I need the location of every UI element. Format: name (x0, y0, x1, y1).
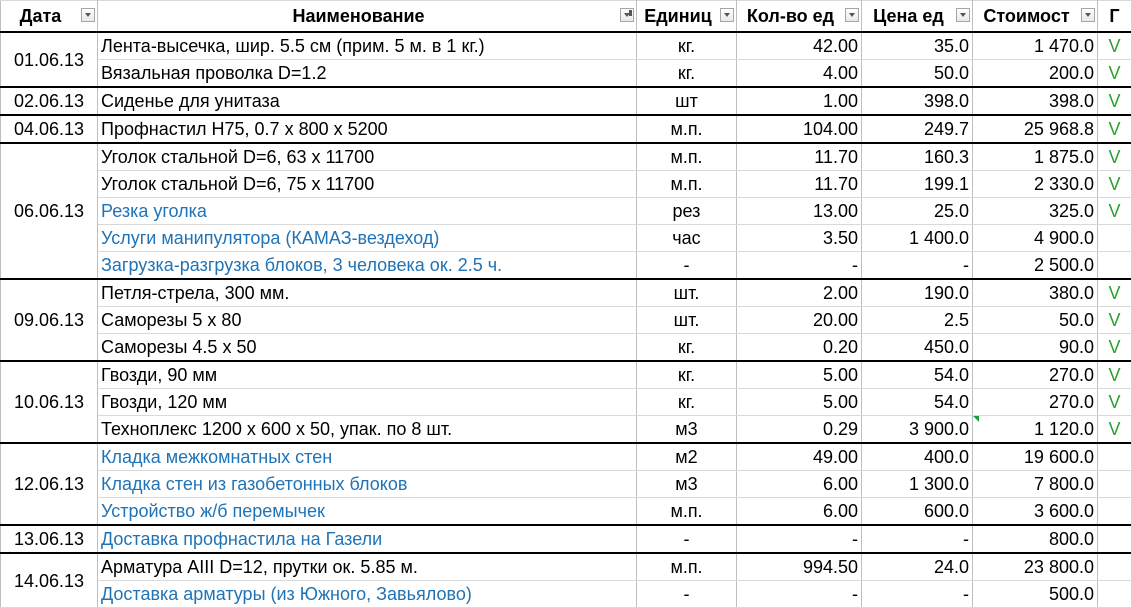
cell-cost[interactable]: 90.0 (973, 334, 1098, 362)
cell-date[interactable]: 10.06.13 (1, 361, 98, 443)
cell-check[interactable]: V (1098, 198, 1131, 225)
header-name[interactable] (98, 1, 637, 33)
cell-check[interactable]: V (1098, 87, 1131, 115)
cell-unit[interactable]: кг. (637, 361, 737, 389)
cell-check[interactable] (1098, 225, 1131, 252)
cell-cost[interactable]: 1 120.0 (973, 416, 1098, 444)
cell-qty[interactable]: - (737, 252, 862, 280)
cell-qty[interactable]: 5.00 (737, 361, 862, 389)
cell-price[interactable]: 2.5 (862, 307, 973, 334)
cell-cost[interactable]: 270.0 (973, 361, 1098, 389)
cell-unit[interactable]: кг. (637, 389, 737, 416)
cell-name[interactable]: Саморезы 5 х 80 (98, 307, 637, 334)
cell-name[interactable]: Гвозди, 120 мм (98, 389, 637, 416)
cell-qty[interactable]: - (737, 581, 862, 608)
table-row (1, 87, 1131, 115)
cell-qty[interactable]: 0.29 (737, 416, 862, 444)
cell-qty[interactable]: 0.20 (737, 334, 862, 362)
table-row (1, 416, 1131, 444)
cell-qty[interactable]: 13.00 (737, 198, 862, 225)
cell-date[interactable]: 13.06.13 (1, 525, 98, 553)
filter-dropdown-icon[interactable] (956, 8, 970, 22)
cell-name[interactable]: Уголок стальной D=6, 63 х 11700 (98, 143, 637, 171)
cell-qty[interactable]: 2.00 (737, 279, 862, 307)
table-row (1, 471, 1131, 498)
error-indicator-icon[interactable] (973, 416, 979, 422)
cell-date[interactable]: 04.06.13 (1, 115, 98, 143)
cell-name[interactable]: Арматура АIII D=12, прутки ок. 5.85 м. (98, 553, 637, 581)
cell-check[interactable]: V (1098, 32, 1131, 60)
cell-price[interactable]: 25.0 (862, 198, 973, 225)
cell-cost[interactable]: 19 600.0 (973, 443, 1098, 471)
cell-check[interactable]: V (1098, 279, 1131, 307)
cell-unit[interactable]: шт. (637, 307, 737, 334)
table-row (1, 389, 1131, 416)
cell-date[interactable]: 09.06.13 (1, 279, 98, 361)
table-row (1, 198, 1131, 225)
cell-qty[interactable]: 3.50 (737, 225, 862, 252)
header-name-label: Наименование (292, 6, 424, 26)
cell-qty[interactable]: 42.00 (737, 32, 862, 60)
cell-name[interactable]: Лента-высечка, шир. 5.5 см (прим. 5 м. в 1 кг.) (98, 32, 637, 60)
table-row (1, 279, 1131, 307)
table-row (1, 115, 1131, 143)
cell-price[interactable]: 54.0 (862, 361, 973, 389)
header-row (1, 1, 1131, 33)
cell-cost[interactable]: 3 600.0 (973, 498, 1098, 526)
cell-price[interactable]: 160.3 (862, 143, 973, 171)
cell-unit[interactable]: - (637, 525, 737, 553)
cell-unit[interactable]: час (637, 225, 737, 252)
cell-qty[interactable]: 6.00 (737, 471, 862, 498)
header-price[interactable] (862, 1, 973, 33)
cell-price[interactable]: 190.0 (862, 279, 973, 307)
cell-check[interactable] (1098, 252, 1131, 280)
table-row (1, 443, 1131, 471)
cell-unit[interactable]: м.п. (637, 498, 737, 526)
cell-date[interactable]: 01.06.13 (1, 32, 98, 87)
cell-cost[interactable]: 1 470.0 (973, 32, 1098, 60)
cell-qty[interactable]: 5.00 (737, 389, 862, 416)
cell-date[interactable]: 06.06.13 (1, 143, 98, 279)
cell-date[interactable]: 12.06.13 (1, 443, 98, 525)
cell-price[interactable]: 400.0 (862, 443, 973, 471)
cell-check[interactable] (1098, 443, 1131, 471)
cell-name[interactable]: Профнастил Н75, 0.7 х 800 х 5200 (98, 115, 637, 143)
cell-price[interactable]: - (862, 581, 973, 608)
cell-name[interactable]: Услуги манипулятора (КАМАЗ-вездеход) (98, 225, 637, 252)
table-row (1, 143, 1131, 171)
cell-name[interactable]: Уголок стальной D=6, 75 х 11700 (98, 171, 637, 198)
table-row (1, 252, 1131, 280)
cell-cost[interactable]: 23 800.0 (973, 553, 1098, 581)
cell-qty[interactable]: 6.00 (737, 498, 862, 526)
cell-qty[interactable]: 104.00 (737, 115, 862, 143)
cell-qty[interactable]: 11.70 (737, 143, 862, 171)
cell-cost[interactable]: 270.0 (973, 389, 1098, 416)
header-unit[interactable] (637, 1, 737, 33)
cell-cost[interactable]: 325.0 (973, 198, 1098, 225)
cell-cost[interactable]: 1 875.0 (973, 143, 1098, 171)
cell-check[interactable]: V (1098, 143, 1131, 171)
cell-cost[interactable]: 380.0 (973, 279, 1098, 307)
cell-cost[interactable]: 50.0 (973, 307, 1098, 334)
cell-name[interactable]: Кладка стен из газобетонных блоков (98, 471, 637, 498)
cell-qty[interactable]: 1.00 (737, 87, 862, 115)
table-row (1, 581, 1131, 608)
header-check-label: Г (1109, 6, 1119, 26)
cell-cost[interactable]: 500.0 (973, 581, 1098, 608)
header-date[interactable] (1, 1, 98, 33)
cell-check[interactable]: V (1098, 115, 1131, 143)
cell-check[interactable]: V (1098, 416, 1131, 444)
header-cost-label: Стоимост (983, 6, 1069, 26)
header-date-label: Дата (20, 6, 62, 26)
cell-check[interactable]: V (1098, 334, 1131, 362)
cell-price[interactable]: 398.0 (862, 87, 973, 115)
cell-unit[interactable]: м2 (637, 443, 737, 471)
cell-unit[interactable]: кг. (637, 334, 737, 362)
cell-qty[interactable]: 994.50 (737, 553, 862, 581)
cell-unit[interactable]: м3 (637, 471, 737, 498)
cell-cost[interactable]: 4 900.0 (973, 225, 1098, 252)
cell-check[interactable]: V (1098, 389, 1131, 416)
cell-cost[interactable]: 800.0 (973, 525, 1098, 553)
header-check[interactable] (1098, 1, 1131, 33)
table-row (1, 498, 1131, 526)
cell-qty[interactable]: 20.00 (737, 307, 862, 334)
cell-unit[interactable]: рез (637, 198, 737, 225)
cell-price[interactable]: 35.0 (862, 32, 973, 60)
cell-price[interactable]: 600.0 (862, 498, 973, 526)
filter-dropdown-icon[interactable] (1081, 8, 1095, 22)
table-row (1, 32, 1131, 60)
cell-qty[interactable]: 49.00 (737, 443, 862, 471)
cell-qty[interactable]: 4.00 (737, 60, 862, 88)
table-row (1, 225, 1131, 252)
cell-cost[interactable]: 398.0 (973, 87, 1098, 115)
header-qty[interactable] (737, 1, 862, 33)
cell-check[interactable]: V (1098, 361, 1131, 389)
cell-price[interactable]: 199.1 (862, 171, 973, 198)
filter-active-icon[interactable] (620, 8, 634, 22)
cell-unit[interactable]: - (637, 252, 737, 280)
table-body (1, 32, 1131, 608)
cell-price[interactable]: 50.0 (862, 60, 973, 88)
cell-name[interactable]: Гвозди, 90 мм (98, 361, 637, 389)
cell-check[interactable]: V (1098, 171, 1131, 198)
cell-cost[interactable]: 2 330.0 (973, 171, 1098, 198)
cell-date[interactable]: 02.06.13 (1, 87, 98, 115)
cell-unit[interactable]: м3 (637, 416, 737, 444)
cell-cost[interactable]: 2 500.0 (973, 252, 1098, 280)
cell-cost[interactable]: 25 968.8 (973, 115, 1098, 143)
table-row (1, 60, 1131, 88)
cell-name[interactable]: Саморезы 4.5 х 50 (98, 334, 637, 362)
cell-unit[interactable]: м.п. (637, 171, 737, 198)
cell-qty[interactable]: - (737, 525, 862, 553)
cell-name[interactable]: Техноплекс 1200 х 600 х 50, упак. по 8 шт. (98, 416, 637, 444)
cell-cost[interactable]: 7 800.0 (973, 471, 1098, 498)
cell-check[interactable] (1098, 471, 1131, 498)
cell-price[interactable]: 249.7 (862, 115, 973, 143)
cell-check[interactable]: V (1098, 307, 1131, 334)
cell-price[interactable]: 54.0 (862, 389, 973, 416)
cell-date[interactable]: 14.06.13 (1, 553, 98, 608)
cell-name[interactable]: Вязальная проволка D=1.2 (98, 60, 637, 88)
header-price-label: Цена ед (873, 6, 944, 26)
cell-unit[interactable]: шт. (637, 279, 737, 307)
cell-check[interactable] (1098, 525, 1131, 553)
cell-check[interactable] (1098, 498, 1131, 526)
cell-name[interactable]: Доставка арматуры (из Южного, Завьялово) (98, 581, 637, 608)
cell-check[interactable]: V (1098, 60, 1131, 88)
cell-name[interactable]: Петля-стрела, 300 мм. (98, 279, 637, 307)
cell-price[interactable]: 24.0 (862, 553, 973, 581)
cell-price[interactable]: 3 900.0 (862, 416, 973, 444)
cell-name[interactable]: Резка уголка (98, 198, 637, 225)
header-cost[interactable] (973, 1, 1098, 33)
cell-name[interactable]: Устройство ж/б перемычек (98, 498, 637, 526)
cell-unit[interactable]: м.п. (637, 553, 737, 581)
table-row (1, 171, 1131, 198)
cell-unit[interactable]: м.п. (637, 143, 737, 171)
cell-unit[interactable]: м.п. (637, 115, 737, 143)
header-qty-label: Кол-во ед (747, 6, 834, 26)
cell-price[interactable]: - (862, 525, 973, 553)
cell-qty[interactable]: 11.70 (737, 171, 862, 198)
cell-name[interactable]: Кладка межкомнатных стен (98, 443, 637, 471)
cell-price[interactable]: 1 400.0 (862, 225, 973, 252)
cell-name[interactable]: Сиденье для унитаза (98, 87, 637, 115)
cell-cost[interactable]: 200.0 (973, 60, 1098, 88)
table-row (1, 361, 1131, 389)
cell-price[interactable]: - (862, 252, 973, 280)
table-row (1, 334, 1131, 362)
filter-dropdown-icon[interactable] (720, 8, 734, 22)
filter-dropdown-icon[interactable] (81, 8, 95, 22)
table-row (1, 307, 1131, 334)
cell-unit[interactable]: кг. (637, 60, 737, 88)
cell-price[interactable]: 1 300.0 (862, 471, 973, 498)
table-row (1, 525, 1131, 553)
filter-dropdown-icon[interactable] (845, 8, 859, 22)
cell-unit[interactable]: - (637, 581, 737, 608)
cell-name[interactable]: Доставка профнастила на Газели (98, 525, 637, 553)
table-row (1, 553, 1131, 581)
cell-check[interactable] (1098, 553, 1131, 581)
cell-unit[interactable]: шт (637, 87, 737, 115)
cell-price[interactable]: 450.0 (862, 334, 973, 362)
header-unit-label: Единиц (644, 6, 712, 26)
cell-name[interactable]: Загрузка-разгрузка блоков, 3 человека ок. 2.5 ч. (98, 252, 637, 280)
cell-unit[interactable]: кг. (637, 32, 737, 60)
cell-check[interactable] (1098, 581, 1131, 608)
